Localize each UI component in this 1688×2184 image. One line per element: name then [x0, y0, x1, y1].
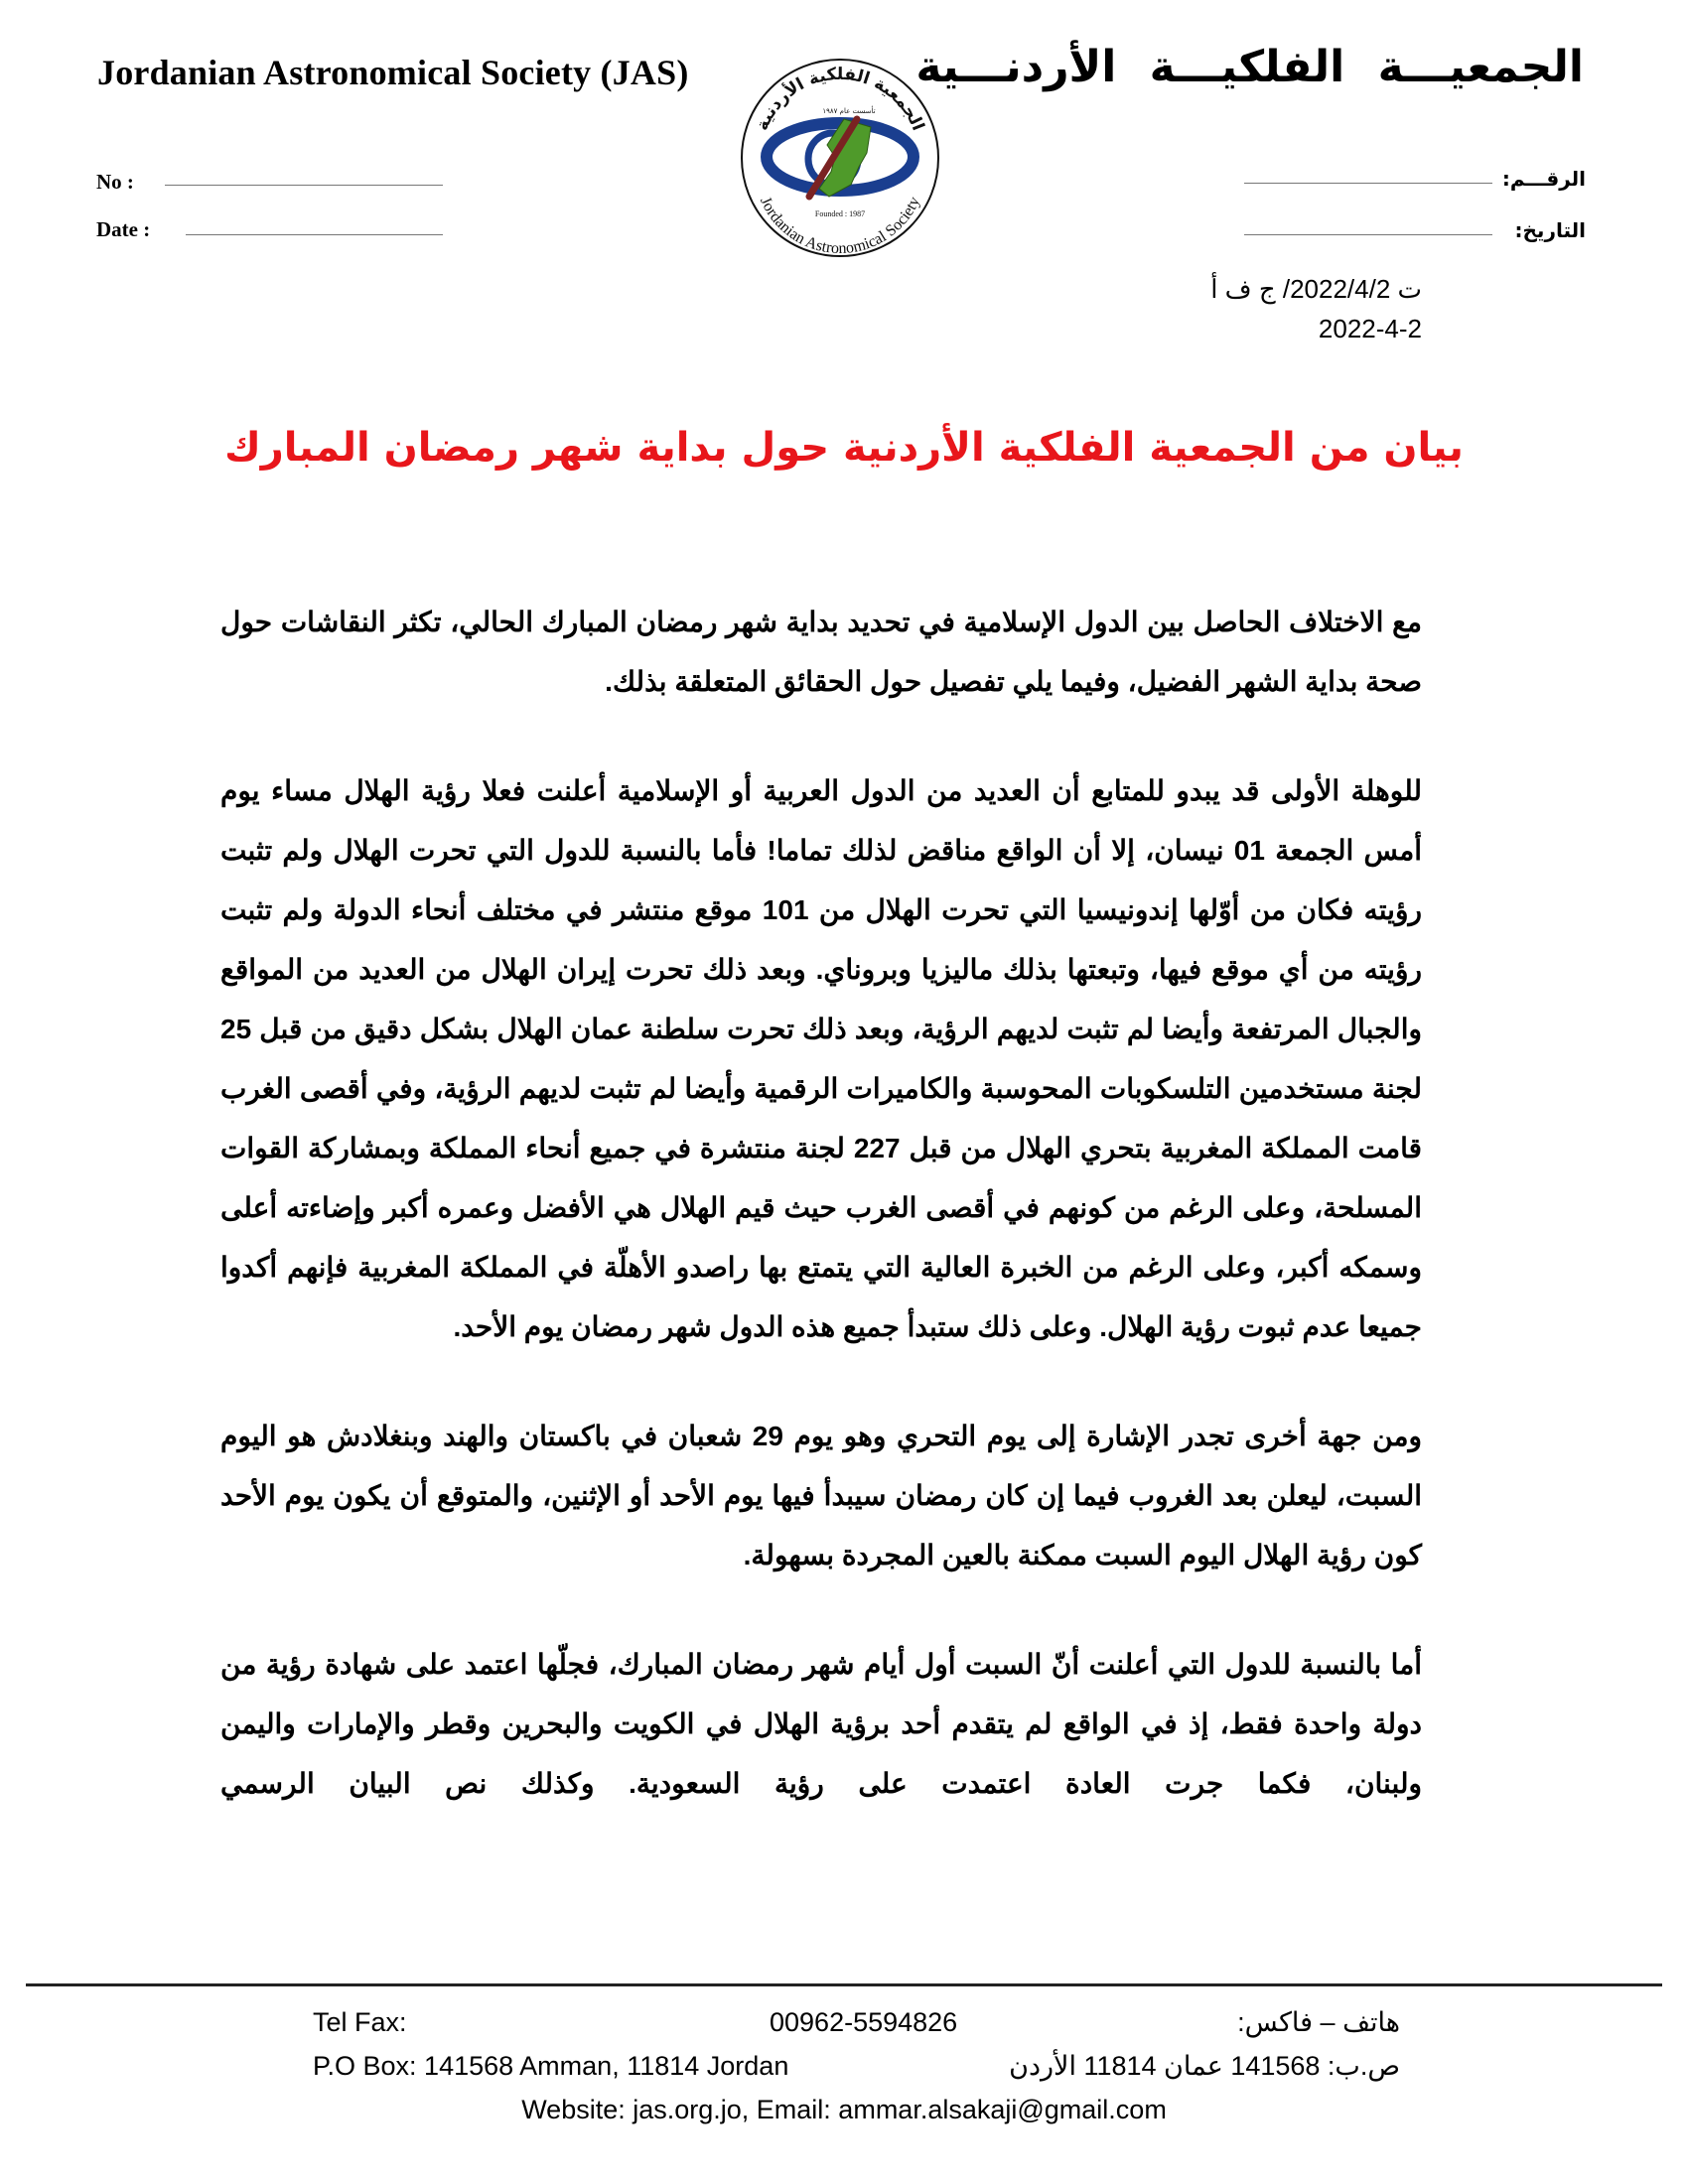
- date-label-ar: التاريخ:: [1514, 218, 1586, 242]
- org-name-english: Jordanian Astronomical Society (JAS): [97, 53, 689, 92]
- svg-text:الجمعية الفلكية الأردنية: الجمعية الفلكية الأردنية: [752, 64, 928, 134]
- reference-number: ت 2022/4/2/ ج ف أ: [1210, 274, 1422, 304]
- number-line-ar: [1244, 183, 1492, 184]
- svg-text:Founded : 1987: Founded : 1987: [814, 209, 866, 218]
- tel-fax-label-ar: هاتف – فاكس:: [1237, 2007, 1400, 2037]
- society-seal-icon: [740, 58, 940, 258]
- reference-date: 2022-4-2: [1318, 314, 1422, 343]
- date-label-en: Date :: [96, 217, 151, 241]
- number-line-en: [165, 185, 443, 186]
- society-seal-logo: [740, 58, 940, 258]
- document-body: [220, 593, 1422, 1863]
- paragraph-1: مع الاختلاف الحاصل بين الدول الإسلامية في تحديد بداية شهر رمضان المبارك الحالي، تكثر النقاشات حول صحة بداية الشهر الفضيل، وفيما يلي تفصيل حول الحقائق المتعلقة بذلك.: [220, 607, 1422, 697]
- org-name-arabic: الجمعيـــة الفلكيـــة الأردنـــية: [915, 42, 1584, 92]
- tel-fax-number: 00962-5594826: [770, 2007, 958, 2037]
- paragraph-3: ومن جهة أخرى تجدر الإشارة إلى يوم التحري وهو يوم 29 شعبان في باكستان والهند وبنغلادش هو اليوم السبت، ليعلن بعد الغروب فيما إن كان رمضان سيبدأ فيها يوم الأحد أو الإثنين، والمتوقع أن يكون يوم الأحد كون رؤية الهلال اليوم السبت ممكنة بالعين المجردة بسهولة.: [220, 1421, 1422, 1570]
- contact-info: Website: jas.org.jo, Email: ammar.alsakaji@gmail.com: [521, 2095, 1167, 2124]
- svg-text:تأسست عام ١٩٨٧: تأسست عام ١٩٨٧: [822, 107, 876, 115]
- tel-fax-label-en: Tel Fax:: [313, 2007, 407, 2037]
- document-title: بيان من الجمعية الفلكية الأردنية حول بداية شهر رمضان المبارك: [224, 425, 1464, 471]
- number-label-ar: الرقـــم:: [1501, 167, 1586, 191]
- footer-divider: [26, 1983, 1662, 1986]
- svg-text:Jordanian Astronomical Society: Jordanian Astronomical Society: [756, 194, 924, 258]
- po-box-ar: ص.ب: 141568 عمان 11814 الأردن: [1009, 2051, 1400, 2081]
- paragraph-2: للوهلة الأولى قد يبدو للمتابع أن العديد من الدول العربية أو الإسلامية أعلنت فعلا رؤية الهلال مساء يوم أمس الجمعة 01 نيسان، إلا أن الواقع مناقض لذلك تماما! فأما بالنسبة للدول التي تحرت الهلال ولم تثبت رؤيته فكان من أوّلها إندونيسيا التي تحرت الهلال من 101 موقع منتشر في مختلف أنحاء الدولة ولم تثبت رؤيته من أي موقع فيها، وتبعتها بذلك ماليزيا وبروناي. وبعد ذلك تحرت إيران الهلال من العديد من المواقع والجبال المرتفعة وأيضا لم تثبت لديهم الرؤية، وبعد ذلك تحرت سلطنة عمان الهلال بشكل دقيق من قبل 25 لجنة مستخدمين التلسكوبات المحوسبة والكاميرات الرقمية وأيضا لم تثبت لديهم الرؤية، وفي أقصى الغرب قامت المملكة المغربية بتحري الهلال من قبل 227 لجنة منتشرة في جميع أنحاء المملكة وبمشاركة القوات المسلحة، وعلى الرغم من كونهم في أقصى الغرب حيث قيم الهلال هي الأفضل وعمره أكبر وإضاءته أعلى وسمكه أكبر، وعلى الرغم من الخبرة العالية التي يتمتع بها راصدو الأهلّة في المملكة المغربية فإنهم أكدوا جميعا عدم ثبوت رؤية الهلال. وعلى ذلك ستبدأ جميع هذه الدول شهر رمضان يوم الأحد.: [220, 775, 1423, 1342]
- number-label-en: No :: [96, 170, 134, 194]
- date-line-ar: [1244, 234, 1492, 235]
- po-box-en: P.O Box: 141568 Amman, 11814 Jordan: [313, 2051, 789, 2081]
- paragraph-4: أما بالنسبة للدول التي أعلنت أنّ السبت أول أيام شهر رمضان المبارك، فجلّها اعتمد على شهادة رؤية من دولة واحدة فقط، إذ في الواقع لم يتقدم أحد برؤية الهلال في الكويت والبحرين وقطر والإمارات واليمن ولبنان، فكما جرت العادة اعتمدت على رؤية السعودية. وكذلك نص البيان الرسمي: [220, 1649, 1422, 1799]
- date-line-en: [186, 234, 443, 235]
